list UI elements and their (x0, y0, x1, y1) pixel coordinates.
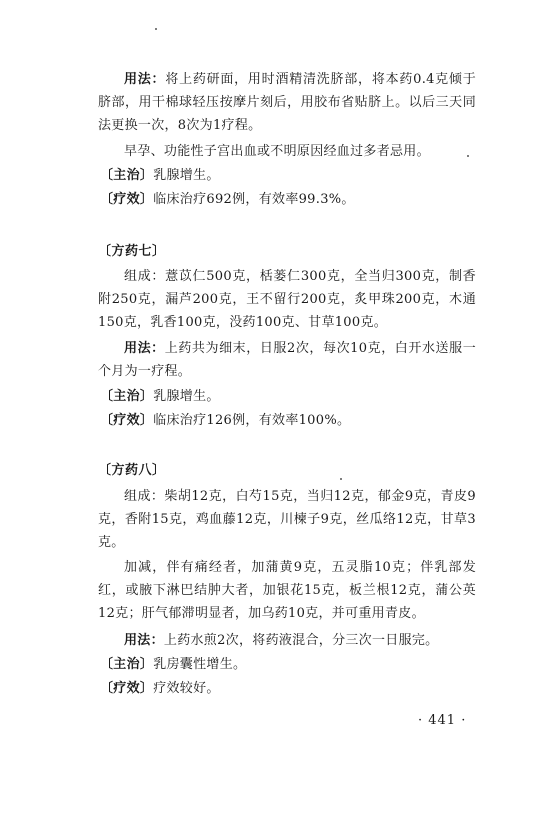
composition-paragraph-8 (98, 485, 476, 554)
prescription-7-heading: 〔方药七〕 (98, 244, 166, 259)
page-number: · 441 · (418, 713, 467, 728)
usage-label: 用法： (124, 633, 164, 648)
efficacy-line-8 (100, 677, 478, 700)
indication-line-8 (100, 653, 478, 676)
contraindication-paragraph: 早孕、功能性子宫出血或不明原因经血过多者忌用。 (124, 144, 430, 159)
efficacy-text: 临床治疗692例，有效率99.3%。 (153, 192, 355, 207)
indication-line-7 (100, 385, 478, 408)
efficacy-label: 〔疗效〕 (100, 192, 154, 207)
efficacy-text: 疗效较好。 (153, 681, 220, 696)
usage-text: 上药共为细末，日服2次，每次10克，白开水送服一个月为一疗程。 (98, 341, 476, 379)
indication-line-6 (100, 164, 478, 187)
indication-label: 〔主治〕 (100, 657, 154, 672)
efficacy-text: 临床治疗126例，有效率100%。 (153, 413, 351, 428)
efficacy-label: 〔疗效〕 (100, 681, 154, 696)
modification-paragraph-8 (98, 556, 476, 625)
efficacy-line-6 (100, 188, 478, 211)
composition-label: 组成： (124, 489, 165, 504)
modification-label: 加减， (124, 560, 167, 575)
scan-speck (155, 28, 157, 30)
composition-paragraph-7 (98, 265, 476, 334)
usage-paragraph-7 (98, 337, 476, 383)
indication-label: 〔主治〕 (100, 389, 154, 404)
usage-label: 用法： (124, 72, 166, 87)
composition-text: 薏苡仁500克，栝蒌仁300克，全当归300克，制香附250克，漏芦200克，王不留行200克，炙甲珠200克，木通150克，乳香100克，没药100克、甘草100克。 (98, 269, 476, 330)
scan-speck (340, 478, 342, 480)
usage-paragraph-8 (98, 629, 476, 652)
indication-text: 乳腺增生。 (153, 389, 220, 404)
efficacy-line-7 (100, 409, 478, 432)
efficacy-label: 〔疗效〕 (100, 413, 154, 428)
modification-text: 伴有痛经者，加蒲黄9克，五灵脂10克；伴乳部发红，或腋下淋巴结肿大者，加银花15克，板兰根12克，蒲公英12克；肝气郁滞明显者，加乌药10克，并可重用青皮。 (98, 560, 476, 621)
composition-text: 柴胡12克，白芍15克，当归12克，郁金9克，青皮9克，香附15克，鸡血藤12克，川楝子9克，丝瓜络12克，甘草3克。 (98, 489, 477, 550)
usage-text: 将上药研面，用时酒精清洗脐部，将本药0.4克倾于脐部，用干棉球轻压按摩片刻后，用胶布省贴脐上。以后三天同法更换一次，8次为1疗程。 (98, 72, 477, 133)
scan-speck (467, 155, 469, 157)
composition-label: 组成： (124, 269, 166, 284)
prescription-8-heading: 〔方药八〕 (98, 463, 166, 478)
usage-label: 用法： (124, 341, 165, 356)
usage-paragraph-6 (98, 68, 476, 137)
indication-text: 乳腺增生。 (153, 168, 220, 183)
indication-label: 〔主治〕 (100, 168, 154, 183)
usage-text: 上药水煎2次，将药液混合，分三次一日服完。 (163, 633, 439, 648)
indication-text: 乳房囊性增生。 (153, 657, 247, 672)
